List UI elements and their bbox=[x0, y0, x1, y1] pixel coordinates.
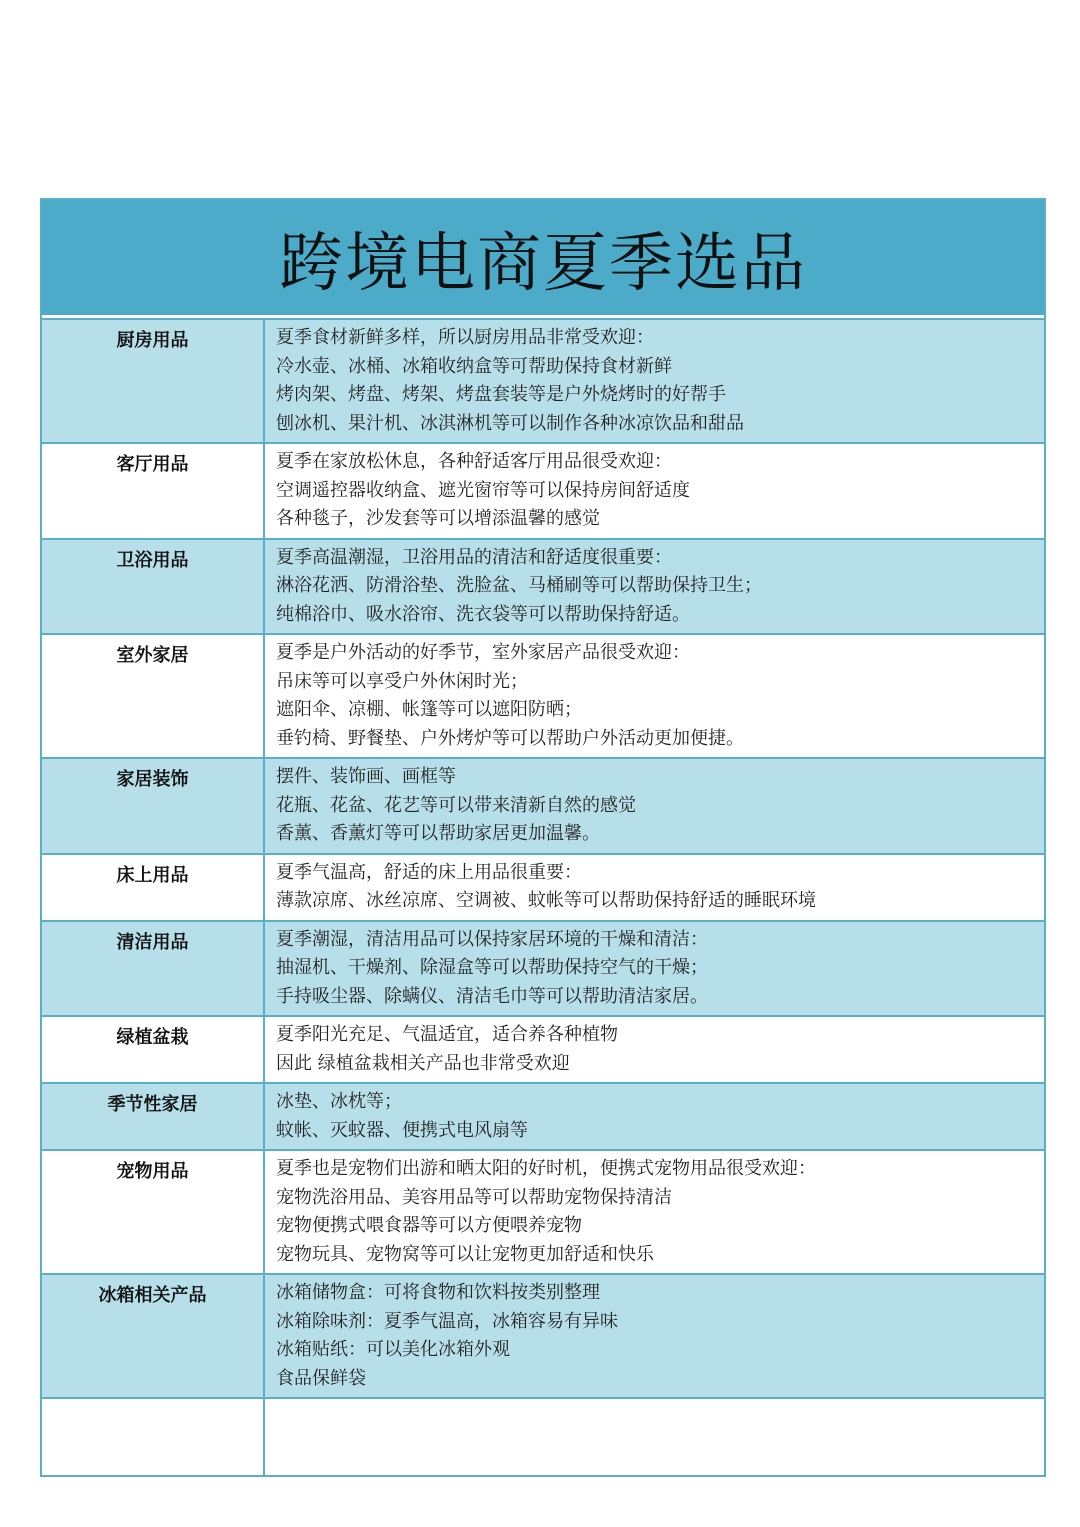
category-description bbox=[264, 539, 1044, 635]
category-label: 冰箱相关产品 bbox=[42, 1274, 264, 1398]
table-row bbox=[42, 854, 1044, 921]
category-label: 宠物用品 bbox=[42, 1150, 264, 1274]
description-line: 夏季阳光充足、气温适宜，适合养各种植物 bbox=[276, 1024, 618, 1045]
category-description bbox=[264, 1016, 1044, 1083]
table-row bbox=[42, 1083, 1044, 1150]
description-line: 香薰、香薰灯等可以帮助家居更加温馨。 bbox=[276, 823, 600, 844]
description-line: 吊床等可以享受户外休闲时光； bbox=[276, 670, 528, 692]
category-label: 季节性家居 bbox=[42, 1083, 264, 1150]
category-label: 厨房用品 bbox=[42, 319, 264, 443]
description-line: 冰箱除味剂：夏季气温高，冰箱容易有异味 bbox=[276, 1310, 618, 1332]
table-row bbox=[42, 443, 1044, 539]
table-row bbox=[42, 1150, 1044, 1274]
category-description bbox=[264, 634, 1044, 758]
description-line: 宠物洗浴用品、美容用品等可以帮助宠物保持清洁 bbox=[276, 1186, 672, 1208]
description-line: 食品保鲜袋 bbox=[276, 1367, 366, 1389]
description-line: 手持吸尘器、除螨仪、清洁毛巾等可以帮助清洁家居。 bbox=[276, 985, 708, 1007]
description-line: 遮阳伞、凉棚、帐篷等可以遮阳防晒； bbox=[276, 699, 582, 720]
description-line: 空调遥控器收纳盒、遮光窗帘等可以保持房间舒适度 bbox=[276, 479, 690, 501]
category-table bbox=[42, 318, 1044, 1475]
description-line: 淋浴花洒、防滑浴垫、洗脸盆、马桶刷等可以帮助保持卫生； bbox=[276, 575, 762, 596]
category-label: 床上用品 bbox=[42, 854, 264, 921]
empty-row bbox=[42, 1398, 1044, 1475]
category-label: 家居装饰 bbox=[42, 758, 264, 854]
description-line: 宠物便携式喂食器等可以方便喂养宠物 bbox=[276, 1215, 582, 1236]
description-line: 夏季也是宠物们出游和晒太阳的好时机，便携式宠物用品很受欢迎： bbox=[276, 1158, 816, 1179]
category-label: 室外家居 bbox=[42, 634, 264, 758]
table-row bbox=[42, 539, 1044, 635]
category-description bbox=[264, 319, 1044, 443]
category-description bbox=[264, 1150, 1044, 1274]
category-description bbox=[264, 443, 1044, 539]
description-line: 夏季在家放松休息，各种舒适客厅用品很受欢迎： bbox=[276, 451, 672, 472]
category-label: 绿植盆栽 bbox=[42, 1016, 264, 1083]
description-line: 冰箱贴纸：可以美化冰箱外观 bbox=[276, 1339, 510, 1360]
description-line: 夏季气温高，舒适的床上用品很重要： bbox=[276, 861, 582, 883]
description-line: 花瓶、花盆、花艺等可以带来清新自然的感觉 bbox=[276, 794, 636, 816]
page-title: 跨境电商夏季选品 bbox=[279, 226, 807, 301]
description-line: 冰垫、冰枕等； bbox=[276, 1091, 402, 1112]
description-line: 冰箱储物盒：可将食物和饮料按类别整理 bbox=[276, 1282, 600, 1303]
description-line: 刨冰机、果汁机、冰淇淋机等可以制作各种冰凉饮品和甜品 bbox=[276, 412, 744, 434]
table-row bbox=[42, 1016, 1044, 1083]
description-line: 冷水壶、冰桶、冰箱收纳盒等可帮助保持食材新鲜 bbox=[276, 355, 672, 377]
description-line: 摆件、装饰画、画框等 bbox=[276, 766, 456, 787]
empty-category-cell bbox=[42, 1398, 264, 1475]
table-row bbox=[42, 634, 1044, 758]
title-banner bbox=[42, 200, 1044, 318]
category-label: 卫浴用品 bbox=[42, 539, 264, 635]
description-line: 蚊帐、灭蚊器、便携式电风扇等 bbox=[276, 1119, 528, 1141]
description-line: 垂钓椅、野餐垫、户外烤炉等可以帮助户外活动更加便捷。 bbox=[276, 727, 744, 749]
table-row bbox=[42, 921, 1044, 1017]
selection-sheet bbox=[40, 198, 1046, 1477]
empty-description-cell bbox=[264, 1398, 1044, 1475]
category-description bbox=[264, 758, 1044, 854]
description-line: 夏季高温潮湿，卫浴用品的清洁和舒适度很重要： bbox=[276, 546, 672, 568]
category-description bbox=[264, 1274, 1044, 1398]
category-table-body bbox=[42, 319, 1044, 1475]
description-line: 纯棉浴巾、吸水浴帘、洗衣袋等可以帮助保持舒适。 bbox=[276, 603, 690, 625]
category-description bbox=[264, 854, 1044, 921]
description-line: 各种毯子，沙发套等可以增添温馨的感觉 bbox=[276, 508, 600, 529]
description-line: 因此 绿植盆栽相关产品也非常受欢迎 bbox=[276, 1052, 570, 1074]
description-line: 抽湿机、干燥剂、除湿盒等可以帮助保持空气的干燥； bbox=[276, 957, 708, 978]
description-line: 夏季潮湿，清洁用品可以保持家居环境的干燥和清洁： bbox=[276, 928, 708, 950]
description-line: 烤肉架、烤盘、烤架、烤盘套装等是户外烧烤时的好帮手 bbox=[276, 384, 726, 405]
category-description bbox=[264, 1083, 1044, 1150]
description-line: 夏季是户外活动的好季节，室外家居产品很受欢迎： bbox=[276, 642, 690, 663]
table-row bbox=[42, 319, 1044, 443]
table-row bbox=[42, 1274, 1044, 1398]
category-label: 清洁用品 bbox=[42, 921, 264, 1017]
description-line: 夏季食材新鲜多样，所以厨房用品非常受欢迎： bbox=[276, 327, 654, 348]
category-label: 客厅用品 bbox=[42, 443, 264, 539]
description-line: 宠物玩具、宠物窝等可以让宠物更加舒适和快乐 bbox=[276, 1243, 654, 1265]
description-line: 薄款凉席、冰丝凉席、空调被、蚊帐等可以帮助保持舒适的睡眠环境 bbox=[276, 890, 816, 911]
table-row bbox=[42, 758, 1044, 854]
category-description bbox=[264, 921, 1044, 1017]
